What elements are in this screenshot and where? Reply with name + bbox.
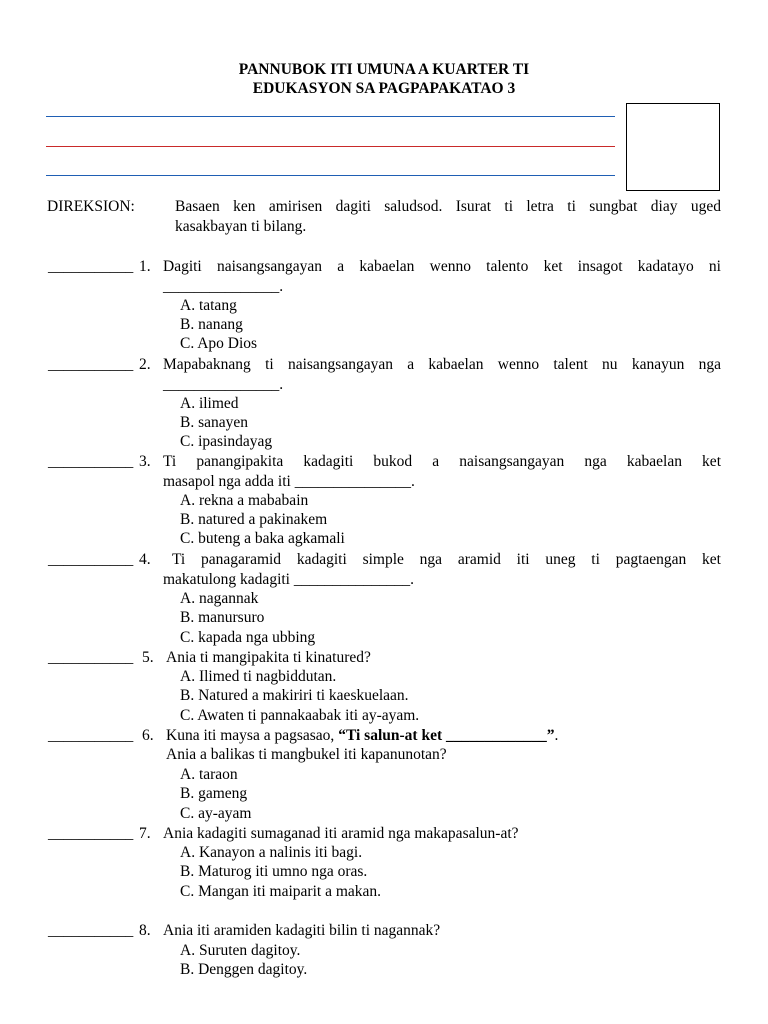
option-b: B. sanayen [180, 414, 249, 431]
question-number: 2. [139, 356, 151, 373]
question-text-cont: _______________. [163, 278, 284, 295]
directions-label: DIREKSION: [47, 198, 135, 215]
option-b: B. nanang [180, 316, 243, 333]
question-text-cont: masapol nga adda iti _______________. [163, 473, 415, 490]
question-text-cont: Ania a balikas ti mangbukel iti kapanunotan? [166, 746, 447, 763]
answer-blank[interactable]: ___________ [48, 727, 134, 744]
option-a: A. taraon [180, 766, 238, 783]
option-a: A. Ilimed ti nagbiddutan. [180, 668, 337, 685]
question-text-plain: Kuna iti maysa a pagsasao, [166, 727, 339, 744]
option-c: C. Awaten ti pannakaabak iti ay-ayam. [180, 707, 420, 724]
page-title-line-1: PANNUBOK ITI UMUNA A KUARTER TI [238, 61, 530, 78]
option-a: A. tatang [180, 297, 237, 314]
option-c: C. buteng a baka agkamali [180, 530, 345, 547]
question-text [166, 726, 558, 746]
answer-blank[interactable]: ___________ [48, 649, 134, 666]
page-title-line-2: EDUKASYON SA PAGPAPAKATAO 3 [252, 80, 516, 97]
option-c: C. kapada nga ubbing [180, 629, 316, 646]
option-c: C. Apo Dios [180, 335, 258, 352]
answer-blank[interactable]: ___________ [48, 825, 134, 842]
question-number: 1. [139, 258, 151, 275]
option-b: B. manursuro [180, 609, 265, 626]
answer-blank[interactable]: ___________ [48, 258, 134, 275]
answer-blank[interactable]: ___________ [48, 551, 134, 568]
option-b: B. natured a pakinakem [180, 511, 328, 528]
question-number: 3. [139, 453, 151, 470]
answer-blank[interactable]: ___________ [48, 356, 134, 373]
quoted-saying: “Ti salun-at ket _____________” [338, 727, 555, 744]
answer-blank[interactable]: ___________ [48, 922, 134, 939]
question-number: 5. [142, 649, 154, 666]
question-text: Ania kadagiti sumaganad iti aramid nga makapasalun-at? [163, 825, 519, 842]
option-a: A. rekna a mababain [180, 492, 309, 509]
question-number: 6. [142, 727, 154, 744]
option-b: B. Natured a makiriri ti kaeskuelaan. [180, 687, 409, 704]
option-c: C. ipasindayag [180, 433, 273, 450]
question-number: 4. [139, 551, 151, 568]
option-a: A. Kanayon a nalinis iti bagi. [180, 844, 363, 861]
section-line [46, 146, 615, 147]
question-number: 7. [139, 825, 151, 842]
question-text: Dagiti naisangsangayan a kabaelan wenno talento ket insagot kadatayo ni [163, 258, 721, 275]
question-text: Ania iti aramiden kadagiti bilin ti nagannak? [163, 922, 441, 939]
name-line [46, 116, 615, 117]
option-a: A. Suruten dagitoy. [180, 942, 301, 959]
question-text-cont: _______________. [163, 376, 284, 393]
question-number: 8. [139, 922, 151, 939]
question-text: Ti panagaramid kadagiti simple nga aramid iti uneg ti pagtaengan ket [172, 551, 721, 568]
score-box [626, 103, 720, 191]
directions-text-line-2: kasakbayan ti bilang. [175, 218, 307, 235]
option-b: B. gameng [180, 785, 248, 802]
question-text-cont: makatulong kadagiti _______________. [163, 571, 414, 588]
option-b: B. Denggen dagitoy. [180, 961, 308, 978]
question-text-end: . [554, 727, 559, 744]
question-text: Ti panangipakita kadagiti bukod a naisangsangayan nga kabaelan ket [163, 453, 721, 470]
option-c: C. ay-ayam [180, 805, 252, 822]
option-a: A. nagannak [180, 590, 259, 607]
date-line [46, 175, 615, 176]
question-text: Mapabaknang ti naisangsangayan a kabaelan wenno talent nu kanayun nga [163, 356, 721, 373]
option-a: A. ilimed [180, 395, 239, 412]
option-b: B. Maturog iti umno nga oras. [180, 863, 368, 880]
answer-blank[interactable]: ___________ [48, 453, 134, 470]
directions-text-line-1: Basaen ken amirisen dagiti saludsod. Isurat ti letra ti sungbat diay uged [175, 198, 721, 215]
question-text: Ania ti mangipakita ti kinatured? [166, 649, 371, 666]
option-c: C. Mangan iti maiparit a makan. [180, 883, 382, 900]
